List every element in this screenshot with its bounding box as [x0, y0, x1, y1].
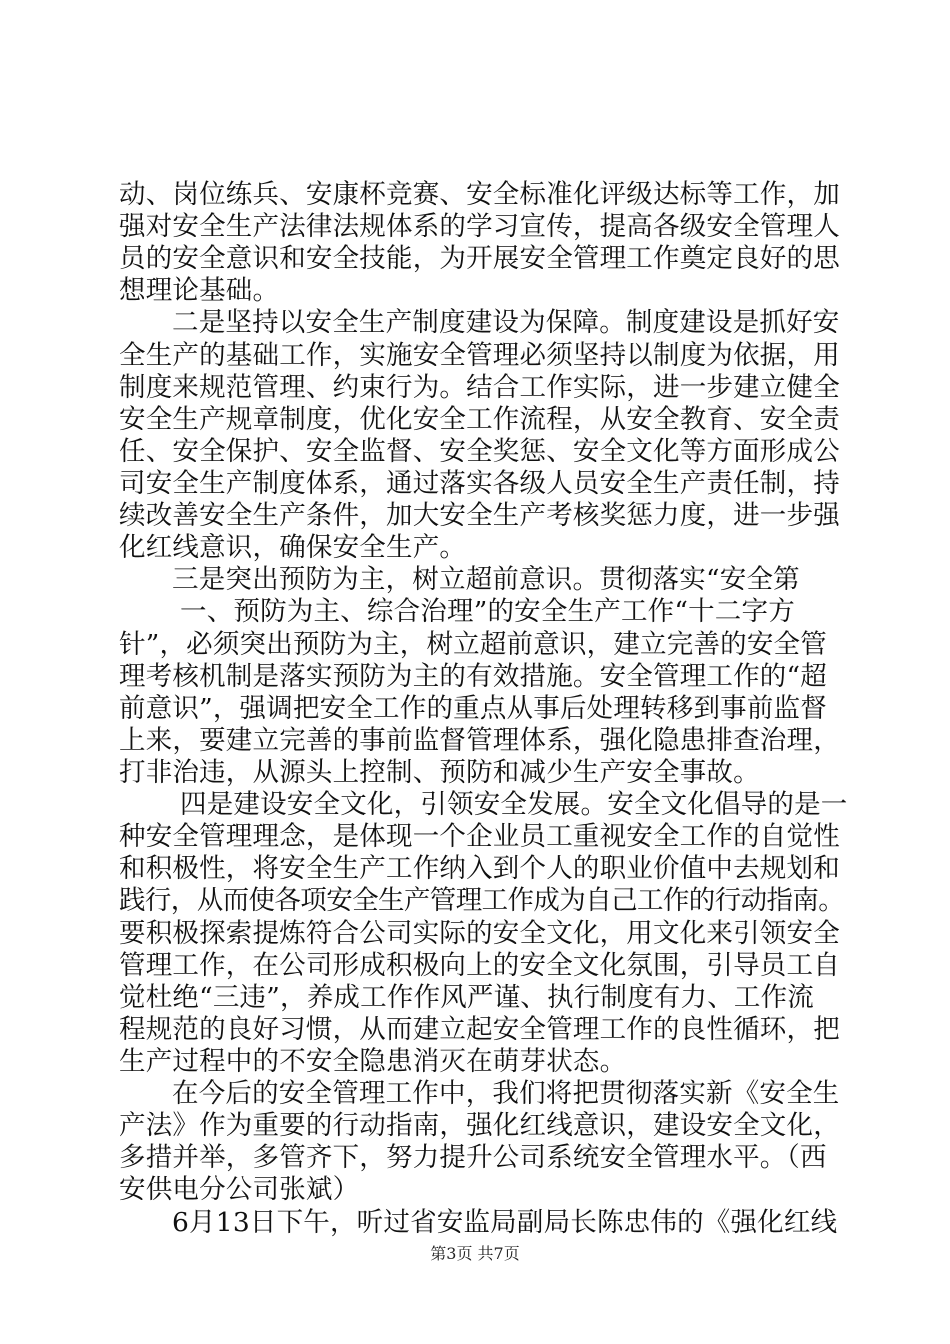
paragraph-start-line: 二是坚持以安全生产制度建设为保障。制度建设是抓好安 — [172, 307, 840, 338]
text-line: 一、预防为主、综合治理”的安全生产工作“十二字方 — [180, 596, 795, 627]
text-line: 生产过程中的不安全隐患消灭在萌芽状态。 — [119, 1046, 627, 1077]
text-line: 践行，从而使各项安全生产管理工作成为自己工作的行动指南。 — [119, 885, 845, 916]
text-line: 想理论基础。 — [119, 275, 280, 306]
text-line: 打非治违，从源头上控制、预防和减少生产安全事故。 — [119, 757, 760, 788]
text-line: 员的安全意识和安全技能，为开展安全管理工作奠定良好的思 — [119, 243, 840, 274]
text-line: 任、安全保护、安全监督、安全奖惩、安全文化等方面形成公 — [119, 436, 840, 467]
text-line: 全生产的基础工作，实施安全管理必须坚持以制度为依据，用 — [119, 340, 840, 371]
text-line: 化红线意识，确保安全生产。 — [119, 532, 467, 563]
text-line: 司安全生产制度体系，通过落实各级人员安全生产责任制，持 — [119, 468, 840, 499]
text-line: 制度来规范管理、约束行为。结合工作实际，进一步建立健全 — [119, 372, 840, 403]
text-line: 觉杜绝“三违”，养成工作作风严谨、执行制度有力、工作流 — [119, 982, 814, 1013]
text-line: 管理工作，在公司形成积极向上的安全文化氛围，引导员工自 — [119, 950, 840, 981]
text-line: 前意识”，强调把安全工作的重点从事后处理转移到事前监督 — [119, 693, 827, 724]
text-line: 程规范的良好习惯，从而建立起安全管理工作的良性循环，把 — [119, 1014, 840, 1045]
text-line: 动、岗位练兵、安康杯竞赛、安全标准化评级达标等工作，加 — [119, 179, 840, 210]
text-line: 理考核机制是落实预防为主的有效措施。安全管理工作的“超 — [119, 661, 827, 692]
text-line: 安全生产规章制度，优化安全工作流程，从安全教育、安全责 — [119, 404, 840, 435]
text-line: 安供电分公司张斌） — [119, 1174, 360, 1205]
text-line: 多措并举，多管齐下，努力提升公司系统安全管理水平。（西 — [119, 1142, 827, 1173]
paragraph-start-line: 在今后的安全管理工作中，我们将把贯彻落实新《安全生 — [172, 1078, 840, 1109]
text-line: 续改善安全生产条件，加大安全生产考核奖惩力度，进一步强 — [119, 500, 840, 531]
text-line: 上来，要建立完善的事前监督管理体系，强化隐患排查治理， — [119, 725, 840, 756]
text-line: 针”，必须突出预防为主，树立超前意识，建立完善的安全管 — [119, 629, 827, 660]
text-line: 要积极探索提炼符合公司实际的安全文化，用文化来引领安全 — [119, 918, 840, 949]
text-line: 和积极性，将安全生产工作纳入到个人的职业价值中去规划和 — [119, 853, 840, 884]
page-number-footer: 第3页 共7页 — [430, 1244, 520, 1263]
paragraph-start-line: 四是建设安全文化，引领安全发展。安全文化倡导的是一 — [180, 789, 848, 820]
paragraph-start-line: 6月13日下午，听过省安监局副局长陈忠伟的《强化红线 — [172, 1207, 838, 1238]
text-line: 种安全管理理念，是体现一个企业员工重视安全工作的自觉性 — [119, 821, 840, 852]
paragraph-start-line: 三是突出预防为主，树立超前意识。贯彻落实“安全第 — [172, 564, 800, 595]
text-line: 产法》作为重要的行动指南，强化红线意识，建设安全文化， — [119, 1110, 840, 1141]
text-line: 强对安全生产法律法规体系的学习宣传，提高各级安全管理人 — [119, 211, 840, 242]
